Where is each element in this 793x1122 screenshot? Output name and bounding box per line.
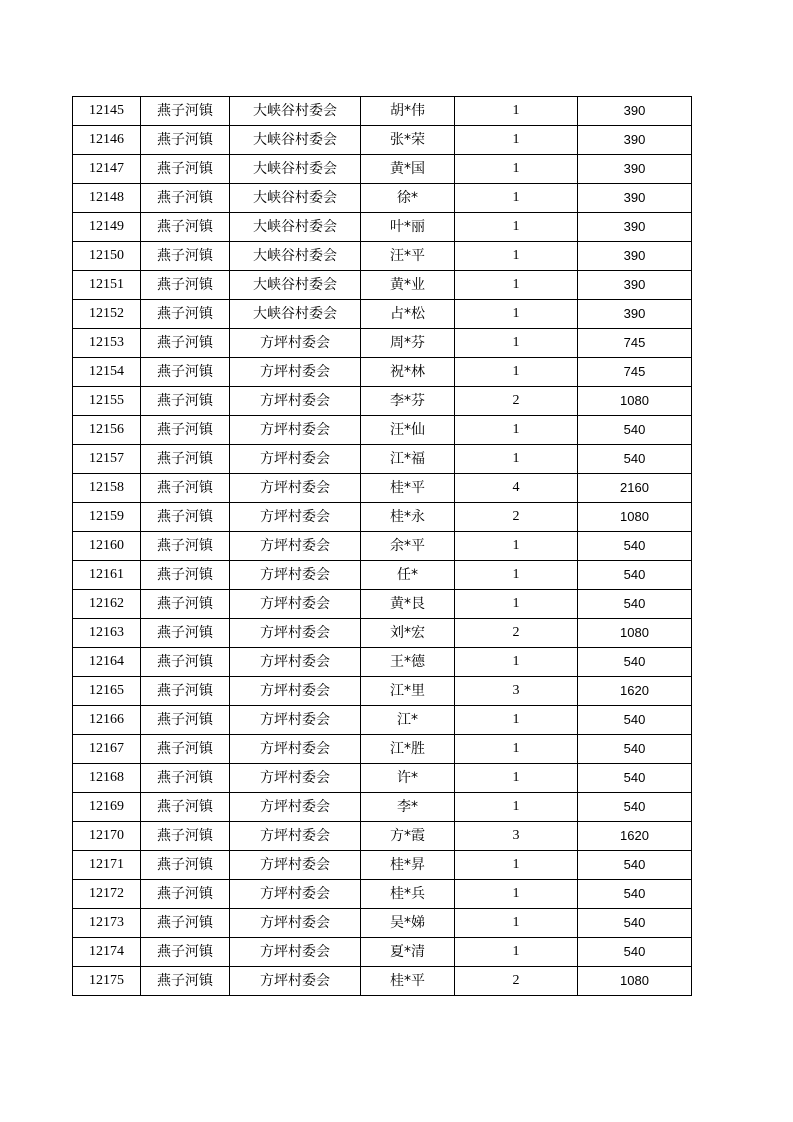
- town-cell: 燕子河镇: [141, 97, 230, 126]
- village-cell: 方坪村委会: [230, 619, 361, 648]
- serial-number-cell: 12148: [73, 184, 141, 213]
- town-cell: 燕子河镇: [141, 242, 230, 271]
- name-cell: 王*德: [361, 648, 455, 677]
- count-cell: 1: [455, 938, 578, 967]
- village-cell: 方坪村委会: [230, 416, 361, 445]
- name-cell: 余*平: [361, 532, 455, 561]
- count-cell: 1: [455, 735, 578, 764]
- serial-number-cell: 12150: [73, 242, 141, 271]
- amount-cell: 390: [578, 155, 692, 184]
- amount-cell: 390: [578, 300, 692, 329]
- amount-cell: 390: [578, 126, 692, 155]
- serial-number-cell: 12152: [73, 300, 141, 329]
- amount-cell: 390: [578, 213, 692, 242]
- serial-number-cell: 12161: [73, 561, 141, 590]
- count-cell: 1: [455, 184, 578, 213]
- amount-cell: 540: [578, 445, 692, 474]
- count-cell: 1: [455, 358, 578, 387]
- town-cell: 燕子河镇: [141, 648, 230, 677]
- village-cell: 方坪村委会: [230, 822, 361, 851]
- village-cell: 大峡谷村委会: [230, 184, 361, 213]
- table-row: [73, 764, 692, 793]
- amount-cell: 1080: [578, 503, 692, 532]
- serial-number-cell: 12165: [73, 677, 141, 706]
- town-cell: 燕子河镇: [141, 358, 230, 387]
- amount-cell: 1620: [578, 677, 692, 706]
- town-cell: 燕子河镇: [141, 329, 230, 358]
- serial-number-cell: 12145: [73, 97, 141, 126]
- table-row: [73, 851, 692, 880]
- village-cell: 方坪村委会: [230, 706, 361, 735]
- village-cell: 方坪村委会: [230, 735, 361, 764]
- count-cell: 1: [455, 532, 578, 561]
- village-cell: 方坪村委会: [230, 648, 361, 677]
- village-cell: 方坪村委会: [230, 590, 361, 619]
- amount-cell: 540: [578, 938, 692, 967]
- village-cell: 方坪村委会: [230, 967, 361, 996]
- table-row: [73, 532, 692, 561]
- name-cell: 黄*国: [361, 155, 455, 184]
- amount-cell: 390: [578, 242, 692, 271]
- town-cell: 燕子河镇: [141, 822, 230, 851]
- village-cell: 方坪村委会: [230, 880, 361, 909]
- table-row: [73, 619, 692, 648]
- town-cell: 燕子河镇: [141, 532, 230, 561]
- count-cell: 1: [455, 590, 578, 619]
- serial-number-cell: 12172: [73, 880, 141, 909]
- serial-number-cell: 12159: [73, 503, 141, 532]
- count-cell: 3: [455, 677, 578, 706]
- table-row: [73, 445, 692, 474]
- count-cell: 1: [455, 764, 578, 793]
- name-cell: 黄*业: [361, 271, 455, 300]
- table-row: [73, 155, 692, 184]
- town-cell: 燕子河镇: [141, 706, 230, 735]
- amount-cell: 540: [578, 764, 692, 793]
- count-cell: 1: [455, 126, 578, 155]
- table-row: [73, 590, 692, 619]
- amount-cell: 540: [578, 416, 692, 445]
- serial-number-cell: 12146: [73, 126, 141, 155]
- count-cell: 1: [455, 909, 578, 938]
- amount-cell: 2160: [578, 474, 692, 503]
- town-cell: 燕子河镇: [141, 503, 230, 532]
- village-cell: 方坪村委会: [230, 445, 361, 474]
- town-cell: 燕子河镇: [141, 764, 230, 793]
- table-row: [73, 271, 692, 300]
- table-row: [73, 503, 692, 532]
- amount-cell: 540: [578, 648, 692, 677]
- count-cell: 1: [455, 271, 578, 300]
- name-cell: 桂*平: [361, 474, 455, 503]
- name-cell: 桂*兵: [361, 880, 455, 909]
- village-cell: 方坪村委会: [230, 764, 361, 793]
- name-cell: 周*芬: [361, 329, 455, 358]
- table-row: [73, 184, 692, 213]
- amount-cell: 1080: [578, 619, 692, 648]
- serial-number-cell: 12174: [73, 938, 141, 967]
- amount-cell: 540: [578, 793, 692, 822]
- town-cell: 燕子河镇: [141, 155, 230, 184]
- town-cell: 燕子河镇: [141, 938, 230, 967]
- table-row: [73, 97, 692, 126]
- town-cell: 燕子河镇: [141, 271, 230, 300]
- village-cell: 大峡谷村委会: [230, 213, 361, 242]
- table-row: [73, 561, 692, 590]
- amount-cell: 540: [578, 880, 692, 909]
- village-cell: 方坪村委会: [230, 503, 361, 532]
- table-row: [73, 416, 692, 445]
- table-row: [73, 387, 692, 416]
- name-cell: 江*胜: [361, 735, 455, 764]
- name-cell: 占*松: [361, 300, 455, 329]
- name-cell: 李*: [361, 793, 455, 822]
- village-cell: 大峡谷村委会: [230, 300, 361, 329]
- serial-number-cell: 12167: [73, 735, 141, 764]
- village-cell: 大峡谷村委会: [230, 242, 361, 271]
- table-row: [73, 648, 692, 677]
- amount-cell: 745: [578, 358, 692, 387]
- village-cell: 方坪村委会: [230, 474, 361, 503]
- table-row: [73, 880, 692, 909]
- name-cell: 江*福: [361, 445, 455, 474]
- count-cell: 1: [455, 300, 578, 329]
- name-cell: 夏*清: [361, 938, 455, 967]
- amount-cell: 1620: [578, 822, 692, 851]
- town-cell: 燕子河镇: [141, 213, 230, 242]
- name-cell: 吴*娣: [361, 909, 455, 938]
- village-cell: 方坪村委会: [230, 358, 361, 387]
- amount-cell: 540: [578, 561, 692, 590]
- count-cell: 1: [455, 329, 578, 358]
- name-cell: 江*里: [361, 677, 455, 706]
- serial-number-cell: 12162: [73, 590, 141, 619]
- count-cell: 1: [455, 416, 578, 445]
- village-cell: 方坪村委会: [230, 938, 361, 967]
- amount-cell: 745: [578, 329, 692, 358]
- name-cell: 汪*平: [361, 242, 455, 271]
- serial-number-cell: 12153: [73, 329, 141, 358]
- name-cell: 桂*昇: [361, 851, 455, 880]
- amount-cell: 540: [578, 735, 692, 764]
- serial-number-cell: 12156: [73, 416, 141, 445]
- name-cell: 江*: [361, 706, 455, 735]
- serial-number-cell: 12151: [73, 271, 141, 300]
- village-cell: 大峡谷村委会: [230, 97, 361, 126]
- name-cell: 李*芬: [361, 387, 455, 416]
- village-cell: 大峡谷村委会: [230, 271, 361, 300]
- count-cell: 1: [455, 155, 578, 184]
- table-row: [73, 126, 692, 155]
- village-cell: 方坪村委会: [230, 387, 361, 416]
- serial-number-cell: 12157: [73, 445, 141, 474]
- town-cell: 燕子河镇: [141, 909, 230, 938]
- village-cell: 方坪村委会: [230, 329, 361, 358]
- serial-number-cell: 12164: [73, 648, 141, 677]
- serial-number-cell: 12160: [73, 532, 141, 561]
- amount-cell: 540: [578, 851, 692, 880]
- name-cell: 汪*仙: [361, 416, 455, 445]
- serial-number-cell: 12175: [73, 967, 141, 996]
- table-row: [73, 213, 692, 242]
- table-row: [73, 358, 692, 387]
- count-cell: 1: [455, 880, 578, 909]
- count-cell: 1: [455, 851, 578, 880]
- serial-number-cell: 12155: [73, 387, 141, 416]
- serial-number-cell: 12154: [73, 358, 141, 387]
- village-cell: 方坪村委会: [230, 561, 361, 590]
- table-row: [73, 677, 692, 706]
- town-cell: 燕子河镇: [141, 445, 230, 474]
- town-cell: 燕子河镇: [141, 300, 230, 329]
- amount-cell: 540: [578, 706, 692, 735]
- town-cell: 燕子河镇: [141, 677, 230, 706]
- table-row: [73, 967, 692, 996]
- count-cell: 3: [455, 822, 578, 851]
- serial-number-cell: 12168: [73, 764, 141, 793]
- count-cell: 4: [455, 474, 578, 503]
- serial-number-cell: 12147: [73, 155, 141, 184]
- count-cell: 1: [455, 561, 578, 590]
- town-cell: 燕子河镇: [141, 416, 230, 445]
- count-cell: 1: [455, 793, 578, 822]
- name-cell: 方*霞: [361, 822, 455, 851]
- table-row: [73, 242, 692, 271]
- count-cell: 1: [455, 648, 578, 677]
- town-cell: 燕子河镇: [141, 387, 230, 416]
- count-cell: 2: [455, 619, 578, 648]
- table-row: [73, 735, 692, 764]
- town-cell: 燕子河镇: [141, 590, 230, 619]
- town-cell: 燕子河镇: [141, 967, 230, 996]
- name-cell: 任*: [361, 561, 455, 590]
- amount-cell: 540: [578, 532, 692, 561]
- name-cell: 桂*平: [361, 967, 455, 996]
- table-row: [73, 300, 692, 329]
- count-cell: 1: [455, 242, 578, 271]
- table-row: [73, 706, 692, 735]
- serial-number-cell: 12171: [73, 851, 141, 880]
- town-cell: 燕子河镇: [141, 184, 230, 213]
- serial-number-cell: 12149: [73, 213, 141, 242]
- name-cell: 徐*: [361, 184, 455, 213]
- name-cell: 黄*艮: [361, 590, 455, 619]
- serial-number-cell: 12166: [73, 706, 141, 735]
- amount-cell: 390: [578, 271, 692, 300]
- village-cell: 方坪村委会: [230, 851, 361, 880]
- count-cell: 1: [455, 706, 578, 735]
- town-cell: 燕子河镇: [141, 793, 230, 822]
- table-row: [73, 793, 692, 822]
- town-cell: 燕子河镇: [141, 474, 230, 503]
- town-cell: 燕子河镇: [141, 619, 230, 648]
- table-row: [73, 938, 692, 967]
- count-cell: 1: [455, 445, 578, 474]
- count-cell: 1: [455, 97, 578, 126]
- name-cell: 许*: [361, 764, 455, 793]
- serial-number-cell: 12169: [73, 793, 141, 822]
- serial-number-cell: 12170: [73, 822, 141, 851]
- count-cell: 2: [455, 967, 578, 996]
- village-cell: 方坪村委会: [230, 793, 361, 822]
- amount-cell: 1080: [578, 387, 692, 416]
- amount-cell: 390: [578, 184, 692, 213]
- amount-cell: 540: [578, 909, 692, 938]
- table-row: [73, 329, 692, 358]
- serial-number-cell: 12163: [73, 619, 141, 648]
- village-cell: 大峡谷村委会: [230, 155, 361, 184]
- amount-cell: 1080: [578, 967, 692, 996]
- count-cell: 1: [455, 213, 578, 242]
- roster-table-body: [73, 97, 692, 996]
- name-cell: 张*荣: [361, 126, 455, 155]
- name-cell: 祝*林: [361, 358, 455, 387]
- town-cell: 燕子河镇: [141, 735, 230, 764]
- town-cell: 燕子河镇: [141, 880, 230, 909]
- village-cell: 大峡谷村委会: [230, 126, 361, 155]
- town-cell: 燕子河镇: [141, 126, 230, 155]
- roster-table: [72, 96, 692, 996]
- village-cell: 方坪村委会: [230, 677, 361, 706]
- village-cell: 方坪村委会: [230, 532, 361, 561]
- town-cell: 燕子河镇: [141, 561, 230, 590]
- count-cell: 2: [455, 387, 578, 416]
- amount-cell: 390: [578, 97, 692, 126]
- amount-cell: 540: [578, 590, 692, 619]
- town-cell: 燕子河镇: [141, 851, 230, 880]
- name-cell: 桂*永: [361, 503, 455, 532]
- serial-number-cell: 12173: [73, 909, 141, 938]
- name-cell: 胡*伟: [361, 97, 455, 126]
- village-cell: 方坪村委会: [230, 909, 361, 938]
- serial-number-cell: 12158: [73, 474, 141, 503]
- count-cell: 2: [455, 503, 578, 532]
- table-row: [73, 474, 692, 503]
- table-row: [73, 822, 692, 851]
- name-cell: 叶*丽: [361, 213, 455, 242]
- name-cell: 刘*宏: [361, 619, 455, 648]
- table-row: [73, 909, 692, 938]
